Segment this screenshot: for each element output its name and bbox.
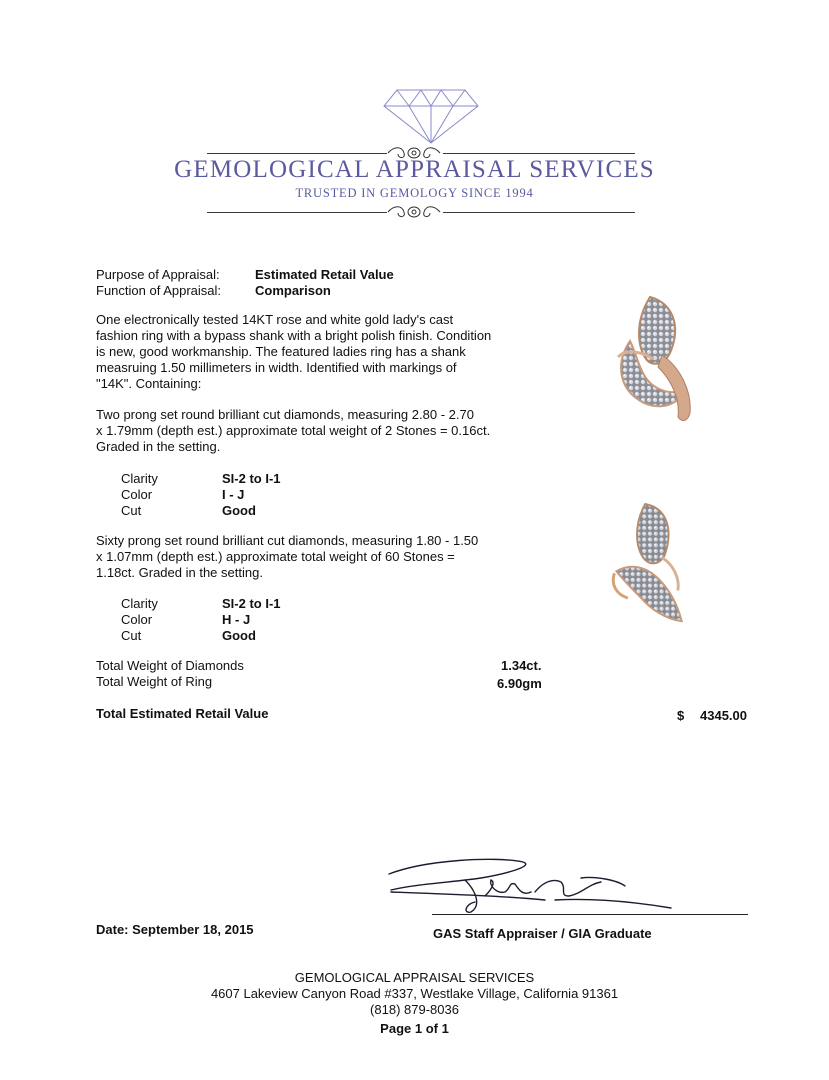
grade-label-color: Color <box>121 612 153 627</box>
grade-value-clarity: SI-2 to I-1 <box>222 596 281 611</box>
grade-label-color: Color <box>121 487 153 502</box>
footer-address: 4607 Lakeview Canyon Road #337, Westlake Village, California 91361 <box>210 986 619 1001</box>
ring-photo-front <box>610 295 700 425</box>
total-diamonds-label: Total Weight of Diamonds <box>96 658 244 673</box>
description-line: "14K". Containing: <box>96 376 202 391</box>
grade-value-color: H - J <box>222 612 251 627</box>
total-ring-value: 6.90gm <box>497 676 542 691</box>
retail-value-amount: 4345.00 <box>700 708 747 723</box>
purpose-value: Estimated Retail Value <box>255 267 394 282</box>
company-name: GEMOLOGICAL APPRAISAL SERVICES <box>174 156 655 183</box>
ring-photo-side <box>600 502 700 627</box>
grade-value-color: I - J <box>222 487 245 502</box>
flourish-ornament-icon <box>386 203 442 221</box>
signature-line <box>432 914 748 915</box>
footer-phone: (818) 879-8036 <box>370 1002 459 1017</box>
function-label: Function of Appraisal: <box>96 283 222 298</box>
description-line: fashion ring with a bypass shank with a bright polish finish. Condition <box>96 328 492 343</box>
description-line: is new, good workmanship. The featured ladies ring has a shank <box>96 344 466 359</box>
stone-description-line: 1.18ct. Graded in the setting. <box>96 565 263 580</box>
page-number: Page 1 of 1 <box>380 1021 449 1036</box>
stone-description-line: Sixty prong set round brilliant cut diamonds, measuring 1.80 - 1.50 <box>96 533 479 548</box>
total-diamonds-value: 1.34ct. <box>501 658 542 673</box>
top-rule-right <box>443 153 635 154</box>
retail-value-label: Total Estimated Retail Value <box>96 706 269 721</box>
stone-description-line: Graded in the setting. <box>96 439 221 454</box>
item-description <box>96 312 506 392</box>
grade-value-cut: Good <box>222 503 256 518</box>
footer-company: GEMOLOGICAL APPRAISAL SERVICES <box>294 970 535 985</box>
total-ring-label: Total Weight of Ring <box>96 674 213 689</box>
stone-group-2-description <box>96 533 506 581</box>
description-line: measruing 1.50 millimeters in width. Identified with markings of <box>96 360 457 375</box>
stone-description-line: Two prong set round brilliant cut diamonds, measuring 2.80 - 2.70 <box>96 407 474 422</box>
grade-value-cut: Good <box>222 628 256 643</box>
grade-label-clarity: Clarity <box>121 596 158 611</box>
stone-description-line: x 1.79mm (depth est.) approximate total weight of 2 Stones = 0.16ct. <box>96 423 491 438</box>
grade-value-clarity: SI-2 to I-1 <box>222 471 281 486</box>
bottom-rule-left <box>207 212 387 213</box>
function-value: Comparison <box>255 283 331 298</box>
appraiser-signature <box>385 852 685 918</box>
letterhead <box>0 0 829 230</box>
stone-group-1-description <box>96 407 506 455</box>
diamond-outline-icon <box>383 88 479 144</box>
purpose-label: Purpose of Appraisal: <box>96 267 220 282</box>
appraiser-title: GAS Staff Appraiser / GIA Graduate <box>433 926 652 941</box>
bottom-rule-right <box>443 212 635 213</box>
currency-symbol: $ <box>677 708 685 723</box>
grade-label-cut: Cut <box>121 503 142 518</box>
grade-label-clarity: Clarity <box>121 471 158 486</box>
description-line: One electronically tested 14KT rose and white gold lady's cast <box>96 312 454 327</box>
appraisal-date: Date: September 18, 2015 <box>96 922 254 937</box>
grade-label-cut: Cut <box>121 628 142 643</box>
company-tagline: TRUSTED IN GEMOLOGY SINCE 1994 <box>295 186 534 200</box>
stone-description-line: x 1.07mm (depth est.) approximate total weight of 60 Stones = <box>96 549 455 564</box>
top-rule-left <box>207 153 387 154</box>
